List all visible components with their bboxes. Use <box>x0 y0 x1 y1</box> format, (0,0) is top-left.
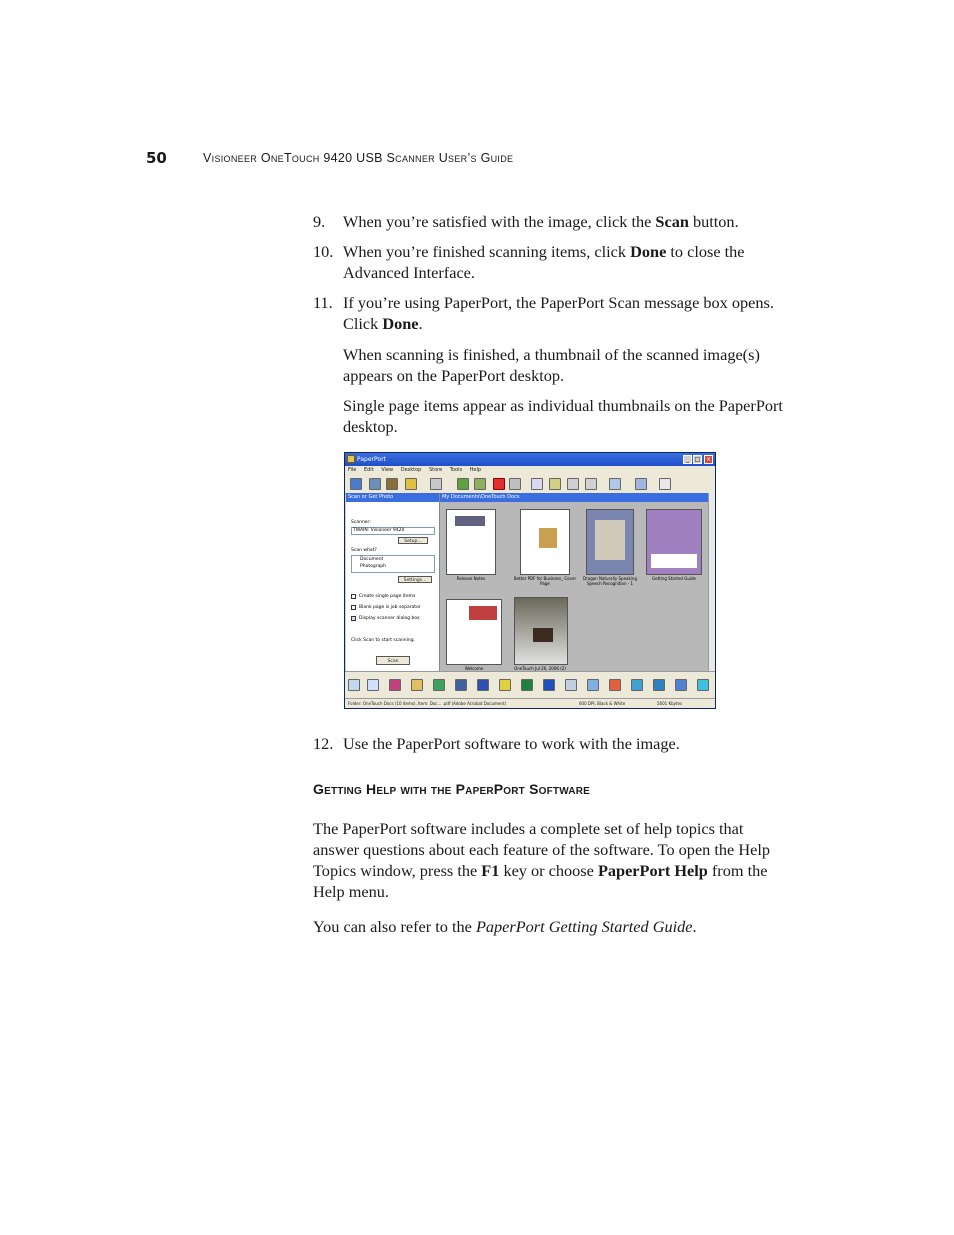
app-icon[interactable] <box>565 679 577 691</box>
app-icon[interactable] <box>433 679 445 691</box>
page-icon[interactable] <box>659 478 671 490</box>
scan-panel <box>346 493 440 698</box>
thumbnail-welcome[interactable] <box>446 599 502 665</box>
scan-type-list[interactable] <box>351 555 435 573</box>
menu-view[interactable]: View <box>381 467 394 473</box>
step-text: When you’re satisfied with the image, click the Scan button. <box>343 212 739 231</box>
note-text: desktop. <box>343 417 398 436</box>
body-text: Topics window, press the F1 key or choose PaperPort Help from the <box>313 861 768 880</box>
paperport-app-icon <box>347 455 355 463</box>
checkbox-label: Blank page is job separator <box>359 605 421 610</box>
body-text: Help menu. <box>313 882 389 901</box>
scanner-select[interactable] <box>351 527 435 535</box>
app-icon[interactable] <box>499 679 511 691</box>
stack-icon[interactable] <box>531 478 543 490</box>
arrow-right-icon[interactable] <box>697 679 709 691</box>
app-icon[interactable] <box>367 679 379 691</box>
body-text: The PaperPort software includes a complete set of help topics that <box>313 819 744 838</box>
thumbnail-getting-started[interactable] <box>646 509 702 575</box>
thumbnail-label: Release Notes <box>456 576 486 581</box>
menu-tools[interactable]: Tools <box>449 467 463 473</box>
enhance-icon[interactable] <box>474 478 486 490</box>
folder-icon[interactable] <box>405 478 417 490</box>
step-number: 9. <box>313 212 326 231</box>
send-to-bar <box>345 671 715 699</box>
minimize-icon[interactable]: _ <box>683 455 692 464</box>
rotate-icon[interactable] <box>457 478 469 490</box>
step-number: 10. <box>313 242 334 261</box>
window-title-bar <box>345 453 715 466</box>
thumbnail-label: Getting Started Guide <box>652 576 696 581</box>
paste-icon[interactable] <box>585 478 597 490</box>
excel-icon[interactable] <box>521 679 533 691</box>
scan-panel-header: Scan or Get Photo <box>346 493 439 502</box>
folders-icon[interactable] <box>350 478 362 490</box>
thumbnails-icon[interactable] <box>635 478 647 490</box>
checkbox-blank-separator[interactable] <box>351 605 356 610</box>
note-text: Single page items appear as individual thumbnails on the PaperPort <box>343 396 783 415</box>
running-title: Visioneer OneTouch 9420 USB Scanner User’s Guide <box>203 151 514 165</box>
step-text: Advanced Interface. <box>343 263 475 282</box>
step-text: Click Done. <box>343 314 423 333</box>
toolbar <box>345 475 715 494</box>
body-text: answer questions about each feature of the software. To open the Help <box>313 840 770 859</box>
menu-file[interactable]: File <box>348 467 357 473</box>
thumbnail-release-notes[interactable] <box>446 509 496 575</box>
note-text: appears on the PaperPort desktop. <box>343 366 565 385</box>
menu-bar <box>345 466 715 475</box>
camera-icon[interactable] <box>386 478 398 490</box>
checkbox-display-dialog[interactable] <box>351 616 356 621</box>
page-number: 50 <box>146 149 167 167</box>
app-icon[interactable] <box>653 679 665 691</box>
undo-icon[interactable] <box>509 478 521 490</box>
thumbnail-label: Welcome <box>464 666 484 671</box>
step-text: If you’re using PaperPort, the PaperPort Scan message box opens. <box>343 293 774 312</box>
menu-edit[interactable]: Edit <box>363 467 374 473</box>
word-icon[interactable] <box>543 679 555 691</box>
scan-what-label: Scan what? <box>351 548 377 553</box>
thumbnail-dragon[interactable] <box>586 509 634 575</box>
scanner-label: Scanner: <box>351 520 371 525</box>
menu-store[interactable]: Store <box>428 467 443 473</box>
thumbnail-onetouch-photo[interactable] <box>514 597 568 665</box>
copy-icon[interactable] <box>567 478 579 490</box>
window-title: PaperPort <box>357 456 386 463</box>
arrow-left-icon[interactable] <box>348 679 360 691</box>
app-icon[interactable] <box>455 679 467 691</box>
status-bar <box>345 698 715 709</box>
settings-button[interactable]: Settings... <box>398 576 432 583</box>
app-icon[interactable] <box>389 679 401 691</box>
step-number: 12. <box>313 734 334 753</box>
step-text: When you’re finished scanning items, click Done to close the <box>343 242 745 261</box>
checkbox-label: Create single page items <box>359 594 416 599</box>
scan-instruction: Click Scan to start scanning. <box>351 638 416 643</box>
step-number: 11. <box>313 293 333 312</box>
back-icon[interactable] <box>430 478 442 490</box>
paperport-screenshot <box>344 452 716 709</box>
section-heading: Getting Help with the PaperPort Software <box>313 781 591 797</box>
body-text: You can also refer to the PaperPort Getting Started Guide. <box>313 917 697 936</box>
annotate-icon[interactable] <box>549 478 561 490</box>
close-icon[interactable]: × <box>705 456 712 463</box>
scan-button[interactable]: Scan <box>376 656 410 665</box>
menu-desktop[interactable]: Desktop <box>400 467 422 473</box>
maximize-icon[interactable]: □ <box>694 456 701 463</box>
app-icon[interactable] <box>411 679 423 691</box>
paperport-desktop <box>440 493 708 671</box>
status-folder: Folder: OneTouch Docs (10 items), Item: Doc... .pdf (Adobe Acrobat Document) <box>348 701 507 706</box>
app-icon[interactable] <box>609 679 621 691</box>
option-document[interactable]: Document <box>360 557 384 562</box>
checkbox-label: Display scanner dialog box <box>359 616 420 621</box>
delete-icon[interactable] <box>493 478 505 490</box>
app-icon[interactable] <box>675 679 687 691</box>
status-dpi: 600 DPI, Black & White <box>579 701 626 706</box>
scanner-value: TWAIN: Visioneer 9420 <box>353 528 405 533</box>
thumbnail-better-pdf[interactable] <box>520 509 570 575</box>
app-icon[interactable] <box>631 679 643 691</box>
view-icon[interactable] <box>609 478 621 490</box>
status-size: 5601 Kbytes <box>657 701 683 706</box>
note-text: When scanning is finished, a thumbnail of the scanned image(s) <box>343 345 760 364</box>
desktop-scrollbar[interactable] <box>708 493 716 671</box>
desktop-header: My Documents\OneTouch Docs <box>440 493 708 502</box>
option-photograph[interactable]: Photograph <box>360 564 387 569</box>
thumbnail-label: Dragon Naturally Speaking Speech Recognition - 1 <box>583 576 637 586</box>
setup-button[interactable]: Setup... <box>398 537 428 544</box>
thumbnail-label: OneTouch Jul 26, 2006 (2) <box>514 666 566 671</box>
menu-help[interactable]: Help <box>469 467 482 473</box>
checkbox-single-page[interactable] <box>351 594 356 599</box>
app-icon[interactable] <box>477 679 489 691</box>
scan-icon[interactable] <box>369 478 381 490</box>
thumbnail-label: Better PDF for Business_ Cover Page <box>513 576 577 586</box>
app-icon[interactable] <box>587 679 599 691</box>
step-text: Use the PaperPort software to work with the image. <box>343 734 680 753</box>
